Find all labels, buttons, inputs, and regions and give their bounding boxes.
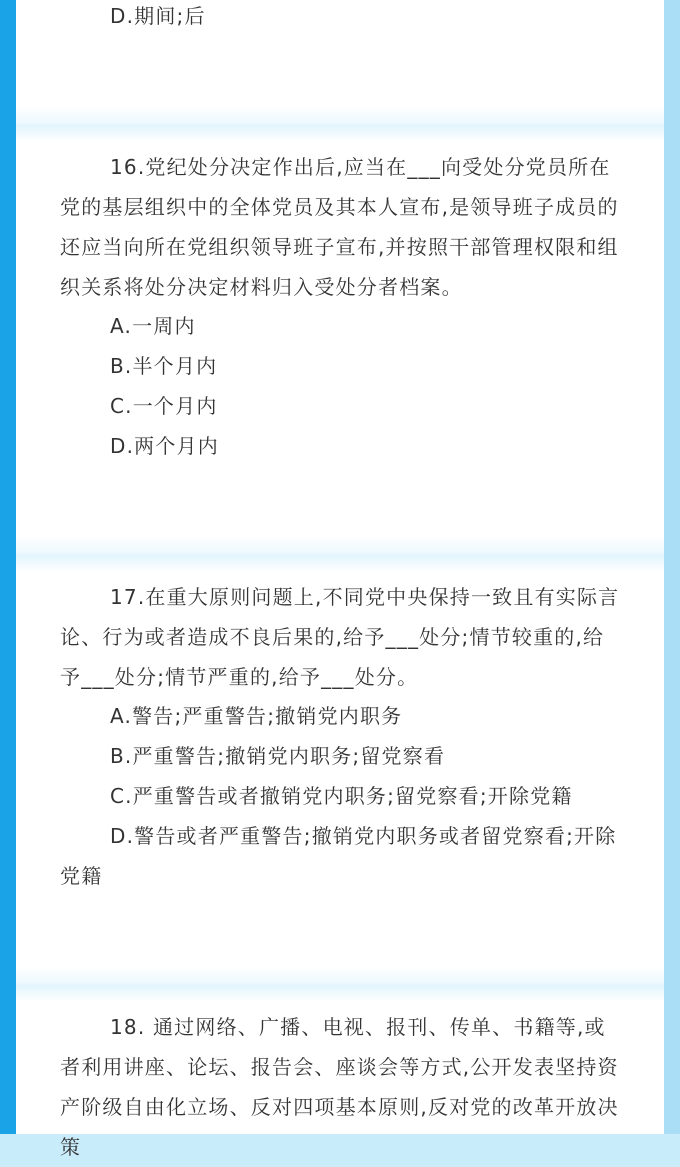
q16-option-c: C.一个月内	[110, 394, 218, 418]
q16-stem: 16.党纪处分决定作出后,应当在___向受处分党员所在党的基层组织中的全体党员及其本人宣布,是领导班子成员的还应当向所在党组织领导班子宣布,并按照干部管理权限和组织关系将处分决定材料归入受处分者档案。	[60, 155, 619, 299]
q18-stem: 18. 通过网络、广播、电视、报刊、传单、书籍等,或者利用讲座、论坛、报告会、座谈会等方式,公开发表坚持资产阶级自由化立场、反对四项基本原则,反对党的改革开放决策	[60, 1015, 619, 1159]
card-separator	[16, 536, 664, 572]
q17-option-b: B.严重警告;撤销党内职务;留党察看	[110, 744, 446, 768]
q17-stem: 17.在重大原则问题上,不同党中央保持一致且有实际言论、行为或者造成不良后果的,给予___处分;情节较重的,给予___处分;情节严重的,给予___处分。	[60, 585, 620, 689]
card-separator	[16, 106, 664, 142]
q17-option-d: D.警告或者严重警告;撤销党内职务或者留党察看;开除党籍	[60, 824, 617, 888]
q15-option-d: D.期间;后	[110, 4, 206, 28]
q16-option-b: B.半个月内	[110, 354, 218, 378]
q16-option-a: A.一周内	[110, 314, 196, 338]
q17-option-a: A.警告;严重警告;撤销党内职务	[110, 704, 403, 728]
q16-option-d: D.两个月内	[110, 434, 219, 458]
card-separator	[16, 966, 664, 1002]
q17-option-c: C.严重警告或者撤销党内职务;留党察看;开除党籍	[110, 784, 573, 808]
